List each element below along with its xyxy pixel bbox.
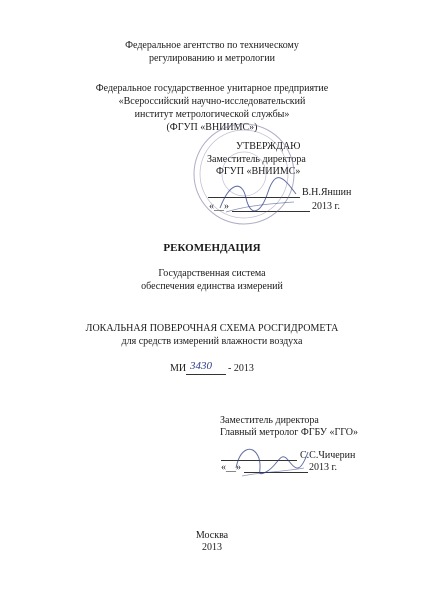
second-position-line-1: Заместитель директора: [220, 415, 319, 426]
second-date-rule: [244, 472, 308, 473]
system-line-2: обеспечения единства измерений: [141, 281, 283, 292]
number-prefix: МИ: [170, 363, 187, 374]
approval-date-prefix: «__»: [209, 201, 229, 212]
second-date-suffix: 2013 г.: [309, 462, 337, 473]
footer-year: 2013: [202, 542, 222, 553]
org-line-4: (ФГУП «ВНИИМС»): [166, 122, 258, 133]
subject-line-2: для средств измерений влажности воздуха: [121, 336, 303, 347]
second-position-line-2: Главный метролог ФГБУ «ГГО»: [220, 427, 359, 438]
number-suffix: - 2013: [228, 363, 254, 374]
agency-line-2: регулированию и метрологии: [149, 53, 275, 64]
approval-signer: В.Н.Яншин: [302, 187, 352, 198]
approval-date-suffix: 2013 г.: [312, 201, 340, 212]
footer-city: Москва: [195, 530, 229, 541]
second-signature-rule: [221, 460, 297, 461]
org-line-1: Федеральное государственное унитарное предприятие: [95, 83, 329, 94]
approval-position-line-1: Заместитель директора: [207, 154, 306, 165]
org-line-3: институт метрологической службы»: [134, 109, 290, 120]
system-line-1: Государственная система: [158, 268, 266, 279]
second-date-prefix: «__»: [221, 462, 241, 473]
approval-date-rule: [232, 211, 310, 212]
second-signer: С.С.Чичерин: [300, 450, 356, 461]
document-type: РЕКОМЕНДАЦИЯ: [163, 242, 261, 254]
subject-line-1: ЛОКАЛЬНАЯ ПОВЕРОЧНАЯ СХЕМА РОСГИДРОМЕТА: [85, 323, 339, 334]
agency-line-1: Федеральное агентство по техническому: [125, 40, 299, 51]
approval-position-line-2: ФГУП «ВНИИМС»: [216, 166, 301, 177]
approval-signature-rule: [208, 197, 300, 198]
approval-title: УТВЕРЖДАЮ: [236, 141, 301, 152]
number-handwritten: 3430: [190, 360, 212, 372]
org-line-2: «Всероссийский научно-исследовательский: [118, 96, 306, 107]
number-rule: [186, 374, 226, 375]
